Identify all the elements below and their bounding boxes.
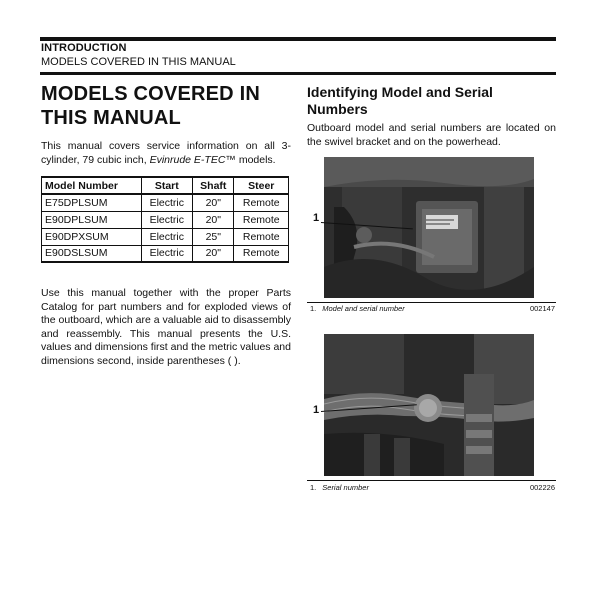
subsection-header: MODELS COVERED IN THIS MANUAL [41, 56, 236, 68]
cell-steer: Remote [234, 228, 289, 245]
figure2-caption-text: Serial number [322, 483, 369, 492]
cell-model: E90DPXSUM [42, 228, 142, 245]
usage-paragraph: Use this manual together with the proper Parts Catalog for part numbers and for exploded views of the outboard, which are a valuable aid to disassembly and reassembly. This manual presents the U.S. values and dimensions first and the metric values and dimensions second, inside parentheses ( ). [41, 287, 291, 367]
figure2-caption-num: 1. [310, 483, 317, 492]
col-header-model: Model Number [42, 177, 142, 194]
cell-start: Electric [141, 245, 193, 262]
top-rule [40, 37, 556, 41]
section-text: Outboard model and serial numbers are located on the swivel bracket and on the powerhead. [307, 122, 556, 148]
col-header-start: Start [141, 177, 193, 194]
cell-model: E90DSLSUM [42, 245, 142, 262]
col-header-steer: Steer [234, 177, 289, 194]
figure-serial-photo [324, 334, 534, 476]
figure1-caption-text: Model and serial number [322, 304, 405, 313]
cell-start: Electric [141, 194, 193, 211]
cell-shaft: 20" [193, 194, 234, 211]
cell-steer: Remote [234, 194, 289, 211]
figure2-callout: 1 [313, 404, 320, 416]
section-header: INTRODUCTION [41, 42, 127, 54]
table-row [42, 211, 289, 228]
cell-model: E75DPLSUM [42, 194, 142, 211]
page-title-line-2: THIS MANUAL [41, 107, 181, 129]
figure2-caption [310, 483, 369, 492]
page-title-line-1: MODELS COVERED IN [41, 83, 260, 105]
figure1-caption-rule [307, 302, 556, 303]
cell-start: Electric [141, 228, 193, 245]
col-header-shaft: Shaft [193, 177, 234, 194]
engine-photo-1 [324, 157, 534, 298]
cell-steer: Remote [234, 211, 289, 228]
table-row [42, 228, 289, 245]
cell-model: E90DPLSUM [42, 211, 142, 228]
figure2-caption-rule [307, 480, 556, 481]
figure1-caption-num: 1. [310, 304, 317, 313]
cell-shaft: 25" [193, 228, 234, 245]
cell-steer: Remote [234, 245, 289, 262]
figure-model-serial-photo [324, 157, 534, 298]
cell-shaft: 20" [193, 245, 234, 262]
figure1-code: 002147 [529, 304, 555, 313]
table-row [42, 194, 289, 211]
table-header-row [42, 177, 289, 194]
page-title [41, 82, 291, 130]
models-table [41, 176, 289, 263]
figure1-caption [310, 304, 405, 313]
engine-photo-2 [324, 334, 534, 476]
intro-brand: Evinrude E-TEC™ [149, 153, 236, 166]
figure2-code: 002226 [529, 483, 555, 492]
section-title: Identifying Model and Serial Numbers [307, 84, 493, 117]
left-column [41, 82, 291, 369]
intro-paragraph [41, 140, 291, 167]
figure1-callout: 1 [313, 212, 320, 224]
intro-text-after: models. [235, 153, 276, 166]
right-column [307, 84, 556, 149]
table-row [42, 245, 289, 262]
header-rule [40, 72, 556, 75]
intro-text-before: This manual covers service information on all 3-cylinder, 79 cubic inch, [41, 140, 291, 166]
cell-shaft: 20" [193, 211, 234, 228]
cell-start: Electric [141, 211, 193, 228]
